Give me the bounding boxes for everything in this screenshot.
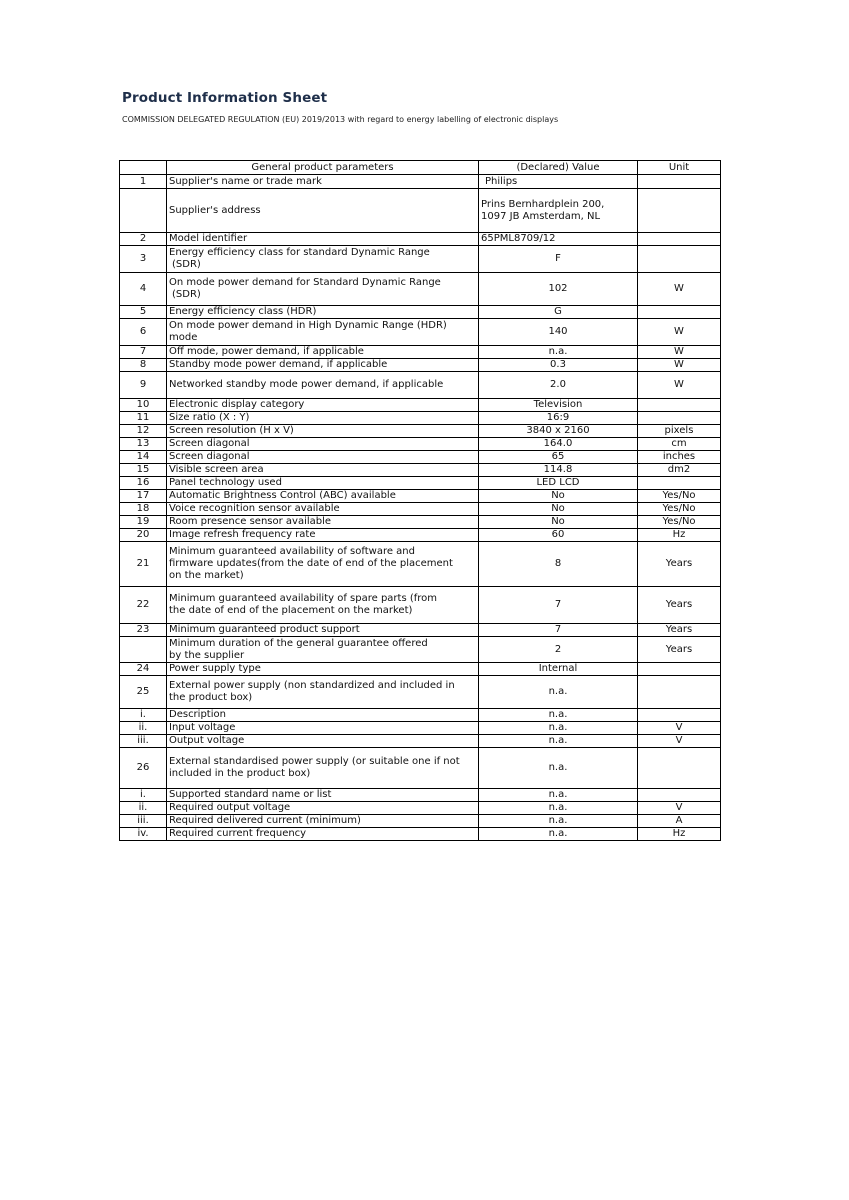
param-text: Supplier's address: [169, 204, 261, 216]
table-row: [120, 587, 721, 624]
value-text: 7: [554, 624, 562, 635]
row-number-cell: 3: [120, 246, 167, 273]
value-text: n.a.: [548, 789, 568, 800]
row-unit-cell: [638, 399, 721, 412]
row-unit-cell: [638, 306, 721, 319]
row-value-cell: [479, 233, 638, 246]
row-unit-cell: W: [638, 346, 721, 359]
row-unit-cell: Years: [638, 542, 721, 587]
table-row: [120, 425, 721, 438]
value-text: Television: [533, 399, 583, 410]
table-row: [120, 189, 721, 233]
row-unit-cell: Hz: [638, 529, 721, 542]
param-text: Automatic Brightness Control (ABC) available: [169, 490, 396, 501]
row-value-cell: [479, 246, 638, 273]
table-row: [120, 464, 721, 477]
row-unit-cell: Hz: [638, 828, 721, 841]
row-param-cell: [167, 542, 479, 587]
row-param-cell: [167, 412, 479, 425]
param-text: Minimum guaranteed product support: [169, 624, 360, 635]
table-row: [120, 175, 721, 189]
row-number-cell: 4: [120, 273, 167, 306]
row-param-cell: [167, 722, 479, 735]
row-unit-cell: W: [638, 359, 721, 372]
row-param-cell: [167, 815, 479, 828]
row-number-cell: 15: [120, 464, 167, 477]
table-row: [120, 477, 721, 490]
row-param-cell: [167, 175, 479, 189]
table-row: [120, 516, 721, 529]
row-number-cell: iii.: [120, 815, 167, 828]
row-unit-cell: Yes/No: [638, 516, 721, 529]
param-text: Image refresh frequency rate: [169, 529, 316, 540]
param-text: Screen diagonal: [169, 451, 250, 462]
row-unit-cell: V: [638, 722, 721, 735]
header-number-cell: [120, 161, 167, 175]
param-text: Minimum guaranteed availability of spare parts (from: [169, 593, 438, 604]
value-text: n.a.: [548, 346, 568, 357]
row-param-cell: [167, 346, 479, 359]
param-text: On mode power demand for Standard Dynamic Range: [169, 277, 441, 288]
row-unit-cell: [638, 233, 721, 246]
row-number-cell: 7: [120, 346, 167, 359]
param-text: External standardised power supply (or suitable one if not: [169, 756, 460, 767]
row-unit-cell: pixels: [638, 425, 721, 438]
value-text: F: [555, 253, 561, 264]
value-text: Prins Bernhardplein 200,: [481, 198, 605, 210]
row-value-cell: [479, 306, 638, 319]
row-param-cell: [167, 490, 479, 503]
row-value-cell: [479, 587, 638, 624]
table-row: [120, 529, 721, 542]
row-param-cell: [167, 451, 479, 464]
row-param-cell: [167, 802, 479, 815]
row-unit-cell: [638, 175, 721, 189]
row-value-cell: [479, 516, 638, 529]
row-value-cell: [479, 542, 638, 587]
value-text: n.a.: [548, 722, 568, 733]
row-param-cell: [167, 372, 479, 399]
value-text: No: [551, 490, 565, 501]
row-value-cell: [479, 802, 638, 815]
row-unit-cell: dm2: [638, 464, 721, 477]
row-unit-cell: [638, 189, 721, 233]
row-value-cell: [479, 273, 638, 306]
table-row: [120, 802, 721, 815]
row-param-cell: [167, 516, 479, 529]
table-row: [120, 399, 721, 412]
row-number-cell: 26: [120, 748, 167, 789]
row-unit-cell: cm: [638, 438, 721, 451]
param-text: on the market): [169, 570, 244, 581]
row-number-cell: 1: [120, 175, 167, 189]
table-row: [120, 748, 721, 789]
header-param-cell: General product parameters: [167, 161, 479, 175]
row-number-cell: 12: [120, 425, 167, 438]
param-text: Screen resolution (H x V): [169, 425, 294, 436]
param-text: External power supply (non standardized and included in: [169, 680, 455, 691]
table-row: [120, 722, 721, 735]
param-text: Standby mode power demand, if applicable: [169, 359, 388, 370]
row-param-cell: [167, 189, 479, 233]
value-text: 2.0: [550, 379, 566, 390]
param-text: Required output voltage: [169, 802, 291, 813]
param-text: Size ratio (X : Y): [169, 412, 250, 423]
header-value-cell: (Declared) Value: [479, 161, 638, 175]
row-value-cell: [479, 425, 638, 438]
param-text: (SDR): [172, 289, 201, 300]
row-param-cell: [167, 624, 479, 637]
param-text: Input voltage: [169, 722, 236, 733]
row-unit-cell: [638, 789, 721, 802]
row-number-cell: 22: [120, 587, 167, 624]
row-number-cell: ii.: [120, 802, 167, 815]
row-unit-cell: W: [638, 372, 721, 399]
value-text: 65PML8709/12: [481, 233, 556, 244]
row-param-cell: [167, 789, 479, 802]
value-text: 0.3: [550, 359, 566, 370]
row-value-cell: [479, 175, 638, 189]
table-row: [120, 663, 721, 676]
row-param-cell: [167, 425, 479, 438]
row-unit-cell: Years: [638, 587, 721, 624]
row-number-cell: 18: [120, 503, 167, 516]
row-param-cell: [167, 748, 479, 789]
param-text: Panel technology used: [169, 477, 282, 488]
header-unit-cell: Unit: [638, 161, 721, 175]
table-row: [120, 542, 721, 587]
row-value-cell: [479, 451, 638, 464]
value-text: LED LCD: [536, 477, 580, 488]
row-number-cell: i.: [120, 709, 167, 722]
row-param-cell: [167, 735, 479, 748]
row-number-cell: 24: [120, 663, 167, 676]
value-text: 3840 x 2160: [526, 425, 590, 436]
row-param-cell: [167, 306, 479, 319]
param-text: the product box): [169, 692, 253, 703]
param-text: On mode power demand in High Dynamic Range (HDR): [169, 320, 447, 331]
value-text: 140: [548, 326, 568, 337]
row-param-cell: [167, 273, 479, 306]
table-row: [120, 735, 721, 748]
param-text: Description: [169, 709, 226, 720]
row-value-cell: [479, 748, 638, 789]
page-subtitle: COMMISSION DELEGATED REGULATION (EU) 2019/2013 with regard to energy labelling of electronic displays: [122, 115, 559, 124]
row-number-cell: 14: [120, 451, 167, 464]
table-row: [120, 319, 721, 346]
value-text: No: [551, 516, 565, 527]
param-text: the date of end of the placement on the market): [169, 605, 413, 616]
row-number-cell: 13: [120, 438, 167, 451]
row-param-cell: [167, 399, 479, 412]
row-value-cell: [479, 709, 638, 722]
value-text: n.a.: [548, 802, 568, 813]
row-value-cell: [479, 464, 638, 477]
param-text: firmware updates(from the date of end of the placement: [169, 558, 453, 569]
row-value-cell: [479, 529, 638, 542]
row-unit-cell: [638, 663, 721, 676]
row-param-cell: [167, 477, 479, 490]
row-unit-cell: W: [638, 319, 721, 346]
value-text: Philips: [485, 175, 518, 187]
row-value-cell: [479, 735, 638, 748]
row-value-cell: [479, 438, 638, 451]
row-value-cell: [479, 722, 638, 735]
row-value-cell: [479, 676, 638, 709]
row-unit-cell: V: [638, 735, 721, 748]
param-text: by the supplier: [169, 649, 245, 661]
row-param-cell: [167, 319, 479, 346]
param-text: Supported standard name or list: [169, 789, 332, 800]
param-text: included in the product box): [169, 768, 311, 779]
row-param-cell: [167, 503, 479, 516]
value-text: n.a.: [548, 686, 568, 697]
value-text: 8: [554, 558, 562, 569]
row-value-cell: [479, 490, 638, 503]
row-unit-cell: [638, 246, 721, 273]
row-number-cell: 21: [120, 542, 167, 587]
row-number-cell: iii.: [120, 735, 167, 748]
param-text: Model identifier: [169, 233, 248, 244]
param-text: Minimum duration of the general guarantee offered: [169, 637, 428, 649]
row-number-cell: 2: [120, 233, 167, 246]
row-unit-cell: Years: [638, 624, 721, 637]
row-param-cell: [167, 663, 479, 676]
table-row: [120, 346, 721, 359]
value-text: 7: [554, 599, 562, 610]
table-row: [120, 490, 721, 503]
row-param-cell: [167, 529, 479, 542]
row-value-cell: [479, 503, 638, 516]
param-text: Power supply type: [169, 663, 261, 674]
row-unit-cell: W: [638, 273, 721, 306]
table-row: [120, 503, 721, 516]
value-text: 1097 JB Amsterdam, NL: [481, 210, 601, 222]
row-param-cell: [167, 233, 479, 246]
row-param-cell: [167, 464, 479, 477]
row-value-cell: [479, 624, 638, 637]
value-text: No: [551, 503, 565, 514]
table-row: [120, 451, 721, 464]
value-text: n.a.: [548, 828, 568, 839]
row-value-cell: [479, 346, 638, 359]
table-row: [120, 815, 721, 828]
row-value-cell: [479, 663, 638, 676]
value-text: 65: [551, 451, 565, 462]
row-number-cell: 16: [120, 477, 167, 490]
param-text: Output voltage: [169, 735, 245, 746]
row-number-cell: 19: [120, 516, 167, 529]
row-unit-cell: Yes/No: [638, 503, 721, 516]
table-row: [120, 233, 721, 246]
row-number-cell: 10: [120, 399, 167, 412]
row-value-cell: [479, 637, 638, 663]
value-text: n.a.: [548, 735, 568, 746]
param-text: (SDR): [172, 259, 201, 270]
table-row: [120, 828, 721, 841]
value-text: 2: [554, 643, 562, 655]
param-text: Room presence sensor available: [169, 516, 332, 527]
table-row: [120, 637, 721, 663]
value-text: 164.0: [543, 438, 573, 449]
value-text: 16:9: [546, 412, 570, 423]
row-param-cell: [167, 246, 479, 273]
row-number-cell: ii.: [120, 722, 167, 735]
row-unit-cell: [638, 676, 721, 709]
param-text: Off mode, power demand, if applicable: [169, 346, 364, 357]
table-row: [120, 624, 721, 637]
table-row: [120, 306, 721, 319]
page-title: Product Information Sheet: [122, 90, 328, 106]
row-value-cell: [479, 828, 638, 841]
row-number-cell: 17: [120, 490, 167, 503]
row-number-cell: 25: [120, 676, 167, 709]
param-text: Minimum guaranteed availability of software and: [169, 546, 415, 557]
row-param-cell: [167, 637, 479, 663]
row-unit-cell: [638, 748, 721, 789]
row-value-cell: [479, 319, 638, 346]
row-param-cell: [167, 709, 479, 722]
row-number-cell: iv.: [120, 828, 167, 841]
row-number-cell: 9: [120, 372, 167, 399]
row-number-cell: 20: [120, 529, 167, 542]
row-unit-cell: [638, 477, 721, 490]
product-info-table: [119, 160, 721, 841]
param-text: Voice recognition sensor available: [169, 503, 340, 514]
row-unit-cell: inches: [638, 451, 721, 464]
row-number-cell: [120, 189, 167, 233]
param-text: Energy efficiency class for standard Dynamic Range: [169, 247, 430, 258]
table-row: [120, 359, 721, 372]
row-value-cell: [479, 477, 638, 490]
param-text: Screen diagonal: [169, 438, 250, 449]
value-text: n.a.: [548, 815, 568, 826]
value-text: 60: [551, 529, 565, 540]
row-param-cell: [167, 359, 479, 372]
param-text: Networked standby mode power demand, if applicable: [169, 379, 444, 390]
table-header-row: [120, 161, 721, 175]
row-number-cell: i.: [120, 789, 167, 802]
row-unit-cell: V: [638, 802, 721, 815]
table-row: [120, 709, 721, 722]
row-value-cell: [479, 399, 638, 412]
value-text: 114.8: [543, 464, 573, 475]
row-unit-cell: A: [638, 815, 721, 828]
row-value-cell: [479, 815, 638, 828]
row-value-cell: [479, 359, 638, 372]
row-value-cell: [479, 412, 638, 425]
row-number-cell: 5: [120, 306, 167, 319]
row-number-cell: 6: [120, 319, 167, 346]
row-number-cell: 8: [120, 359, 167, 372]
row-param-cell: [167, 587, 479, 624]
table-row: [120, 438, 721, 451]
table-row: [120, 372, 721, 399]
param-text: Required current frequency: [169, 828, 307, 839]
value-text: G: [554, 306, 562, 317]
row-value-cell: [479, 789, 638, 802]
param-text: Electronic display category: [169, 399, 305, 410]
row-param-cell: [167, 828, 479, 841]
row-value-cell: [479, 372, 638, 399]
table-row: [120, 789, 721, 802]
row-param-cell: [167, 438, 479, 451]
row-unit-cell: Years: [638, 637, 721, 663]
value-text: n.a.: [548, 709, 568, 720]
param-text: Energy efficiency class (HDR): [169, 306, 317, 317]
table-row: [120, 412, 721, 425]
param-text: Required delivered current (minimum): [169, 815, 361, 826]
row-unit-cell: Yes/No: [638, 490, 721, 503]
param-text: Visible screen area: [169, 464, 264, 475]
row-number-cell: [120, 637, 167, 663]
row-number-cell: 11: [120, 412, 167, 425]
row-number-cell: 23: [120, 624, 167, 637]
table-row: [120, 273, 721, 306]
param-text: Supplier's name or trade mark: [169, 175, 322, 187]
row-unit-cell: [638, 709, 721, 722]
value-text: 102: [548, 283, 568, 294]
row-value-cell: [479, 189, 638, 233]
value-text: n.a.: [548, 762, 568, 773]
value-text: Internal: [538, 663, 578, 674]
table-row: [120, 246, 721, 273]
param-text: mode: [169, 332, 198, 343]
row-unit-cell: [638, 412, 721, 425]
table-row: [120, 676, 721, 709]
row-param-cell: [167, 676, 479, 709]
